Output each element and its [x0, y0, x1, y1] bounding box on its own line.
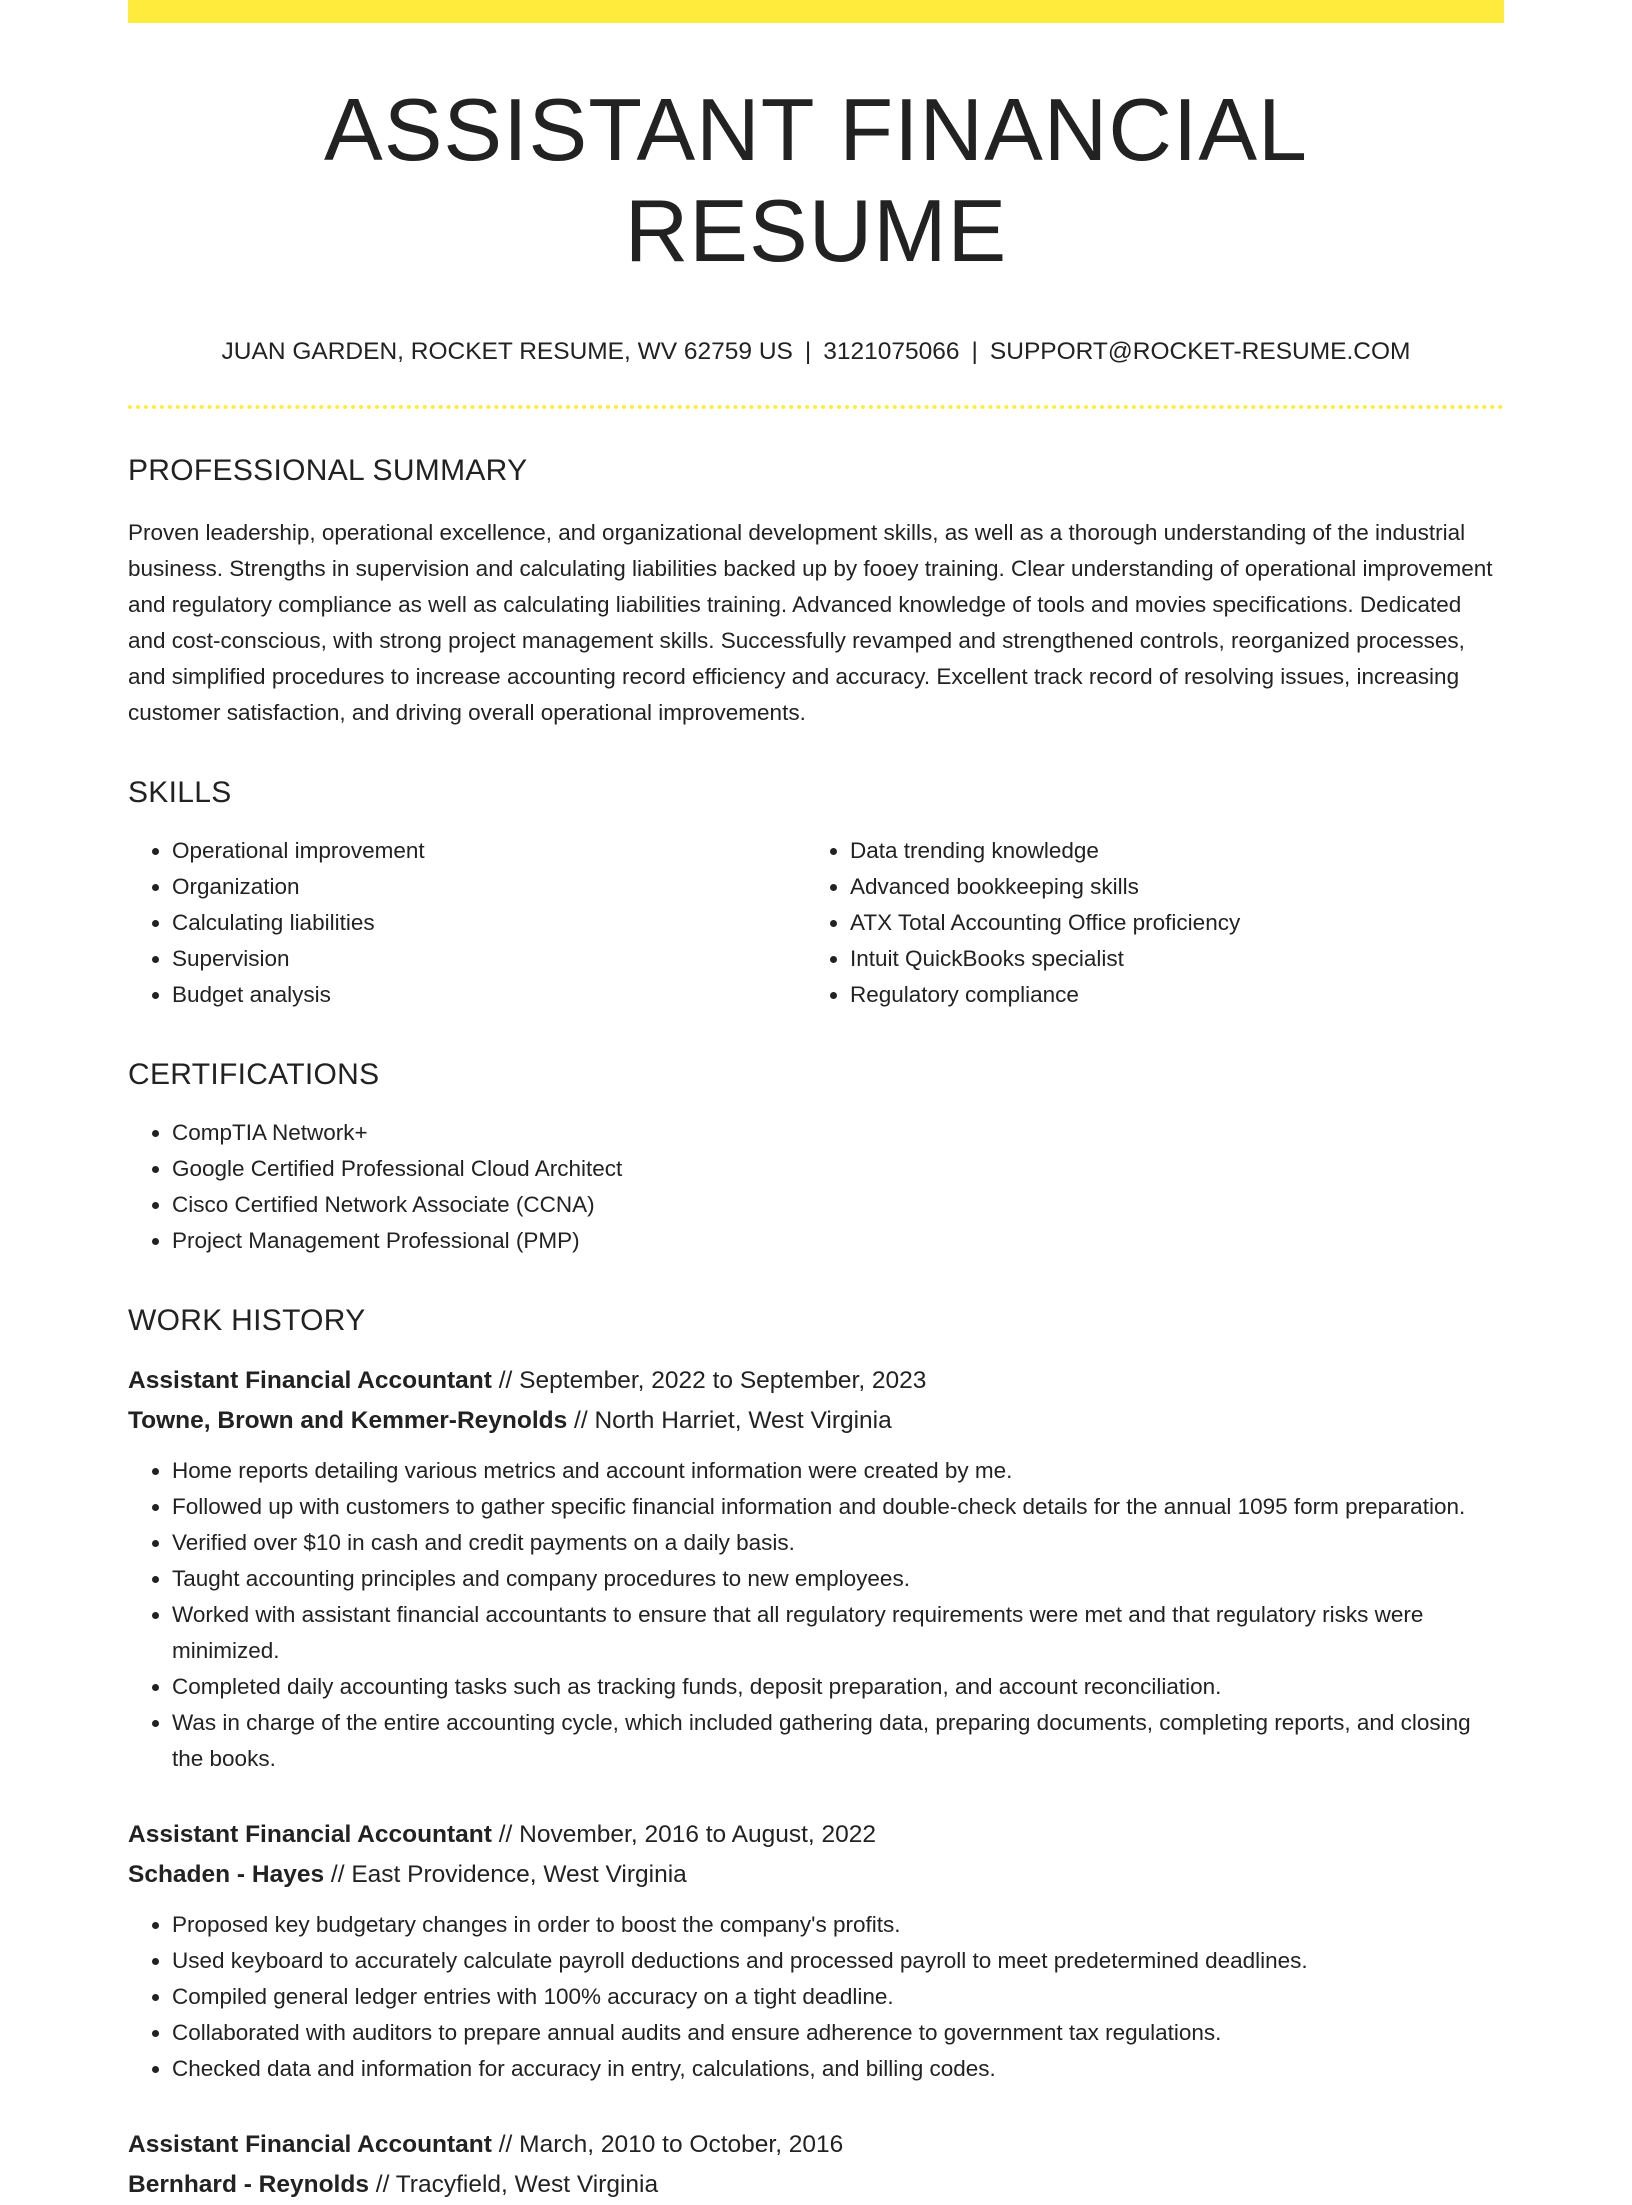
- list-item: • Budget analysis: [172, 977, 806, 1013]
- list-item: • Collaborated with auditors to prepare annual audits and ensure adherence to government tax regulations.: [172, 2015, 1504, 2051]
- list-item: • Advanced bookkeeping skills: [850, 869, 1484, 905]
- resume-page: [128, 0, 1504, 2205]
- certifications-list: [128, 1115, 1504, 1259]
- certifications-section: [128, 1057, 1504, 1259]
- work-history-section: [128, 1303, 1504, 2205]
- list-item: • Google Certified Professional Cloud Architect: [172, 1151, 1504, 1187]
- job-entry: [128, 1361, 1504, 1777]
- job-location: // Tracyfield, West Virginia: [368, 2170, 659, 2198]
- skills-section: [128, 775, 1504, 1013]
- section-heading-certifications: CERTIFICATIONS: [128, 1057, 380, 1091]
- contact-address: JUAN GARDEN, ROCKET RESUME, WV 62759 US: [221, 338, 793, 366]
- job-bullets: [128, 1907, 1504, 2087]
- professional-summary-section: [128, 453, 1504, 731]
- top-accent-bar: [128, 0, 1504, 23]
- job-title-line: [128, 1361, 1504, 1401]
- list-item: • Project Management Professional (PMP): [172, 1223, 1504, 1259]
- section-heading-skills: SKILLS: [128, 775, 232, 809]
- list-item: • Operational improvement: [172, 833, 806, 869]
- skills-list-right: [806, 833, 1484, 1013]
- job-company-line: [128, 1855, 1504, 1895]
- list-item: • Compiled general ledger entries with 100% accuracy on a tight deadline.: [172, 1979, 1504, 2015]
- list-item: • Supervision: [172, 941, 806, 977]
- job-company: Schaden - Hayes: [128, 1860, 325, 1888]
- resume-title: ASSISTANT FINANCIAL RESUME: [324, 80, 1308, 281]
- list-item: • Regulatory compliance: [850, 977, 1484, 1013]
- jobs-container: [128, 1361, 1504, 2205]
- dotted-divider: [128, 405, 1504, 409]
- list-item: • Worked with assistant financial accountants to ensure that all regulatory requirements were met and that regulatory risks were minimized.: [172, 1597, 1504, 1669]
- section-heading-work-history: WORK HISTORY: [128, 1303, 366, 1337]
- list-item: • Proposed key budgetary changes in order to boost the company's profits.: [172, 1907, 1504, 1943]
- list-item: • Taught accounting principles and company procedures to new employees.: [172, 1561, 1504, 1597]
- list-item: • Verified over $10 in cash and credit payments on a daily basis.: [172, 1525, 1504, 1561]
- list-item: • Calculating liabilities: [172, 905, 806, 941]
- section-heading-summary: PROFESSIONAL SUMMARY: [128, 453, 528, 487]
- job-dates: // March, 2010 to October, 2016: [491, 2130, 844, 2158]
- job-entry: [128, 2125, 1504, 2205]
- list-item: • Cisco Certified Network Associate (CCNA): [172, 1187, 1504, 1223]
- list-item: • Checked data and information for accuracy in entry, calculations, and billing codes.: [172, 2051, 1504, 2087]
- job-title: Assistant Financial Accountant: [128, 2130, 492, 2158]
- job-location: // North Harriet, West Virginia: [567, 1406, 892, 1434]
- job-bullets: [128, 1453, 1504, 1777]
- job-company: Towne, Brown and Kemmer-Reynolds: [128, 1406, 568, 1434]
- list-item: • Completed daily accounting tasks such as tracking funds, deposit preparation, and account reconciliation.: [172, 1669, 1504, 1705]
- contact-separator: |: [804, 338, 812, 366]
- job-company-line: [128, 1401, 1504, 1441]
- job-title-line: [128, 1815, 1504, 1855]
- job-dates: // November, 2016 to August, 2022: [491, 1820, 877, 1848]
- contact-email: SUPPORT@ROCKET-RESUME.COM: [989, 338, 1411, 366]
- skills-columns: [128, 811, 1504, 1013]
- job-company-line: [128, 2165, 1504, 2205]
- job-location: // East Providence, West Virginia: [324, 1860, 687, 1888]
- job-dates: // September, 2022 to September, 2023: [491, 1366, 927, 1394]
- list-item: • Organization: [172, 869, 806, 905]
- list-item: • Used keyboard to accurately calculate payroll deductions and processed payroll to meet predetermined deadlines.: [172, 1943, 1504, 1979]
- list-item: • Was in charge of the entire accounting cycle, which included gathering data, preparing documents, completing reports, and closing the books.: [172, 1705, 1504, 1777]
- skills-list-left: [128, 833, 806, 1013]
- job-entry: [128, 1815, 1504, 2087]
- job-title: Assistant Financial Accountant: [128, 1820, 492, 1848]
- list-item: • Intuit QuickBooks specialist: [850, 941, 1484, 977]
- list-item: • Home reports detailing various metrics and account information were created by me.: [172, 1453, 1504, 1489]
- job-company: Bernhard - Reynolds: [128, 2170, 369, 2198]
- list-item: • Data trending knowledge: [850, 833, 1484, 869]
- contact-line: [128, 337, 1504, 366]
- job-title-line: [128, 2125, 1504, 2165]
- job-title: Assistant Financial Accountant: [128, 1366, 492, 1394]
- summary-text: Proven leadership, operational excellence, and organizational development skills, as well as a thorough understanding of the industrial business. Strengths in supervision and calculating liabilities backed up by fooey training. Clear understanding of operational improvement and regulatory compliance as well as calculating liabilities training. Advanced knowledge of tools and movies specifications. Dedicated and cost-conscious, with strong project management skills. Successfully revamped and strengthened controls, reorganized processes, and simplified procedures to increase accounting record efficiency and accuracy. Excellent track record of resolving issues, increasing customer satisfaction, and driving overall operational improvements.: [128, 519, 1493, 725]
- contact-phone: 3121075066: [823, 338, 960, 366]
- contact-separator: |: [971, 338, 978, 366]
- list-item: • ATX Total Accounting Office proficiency: [850, 905, 1484, 941]
- list-item: • Followed up with customers to gather specific financial information and double-check details for the annual 1095 form preparation.: [172, 1489, 1504, 1525]
- list-item: • CompTIA Network+: [172, 1115, 1504, 1151]
